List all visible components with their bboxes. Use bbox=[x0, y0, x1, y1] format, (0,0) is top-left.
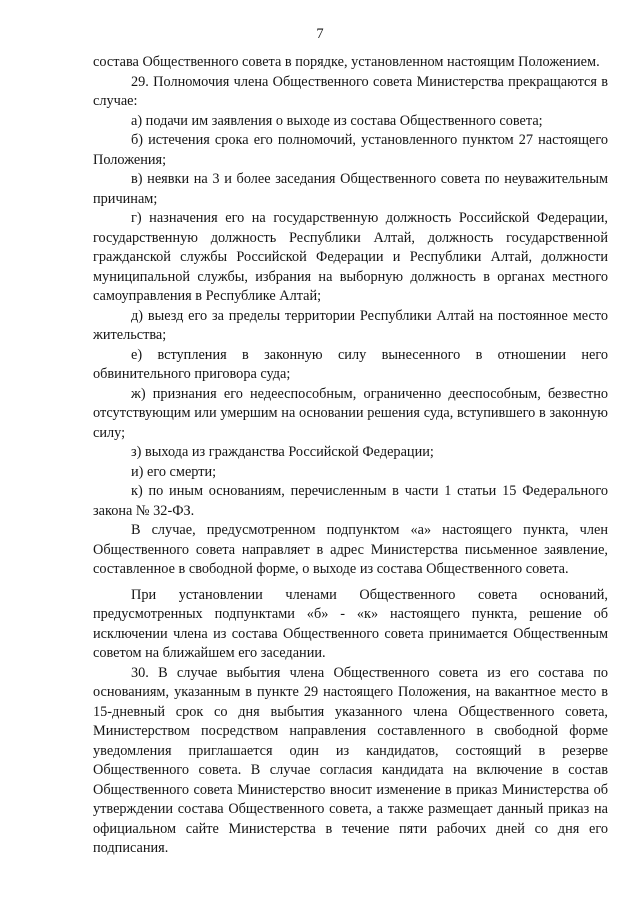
paragraph: е) вступления в законную силу вынесенного в отношении него обвинительного приговора суда; bbox=[93, 346, 608, 382]
paragraph: В случае, предусмотренном подпунктом «а» настоящего пункта, член Общественного совета направляет в адрес Министерства письменное заявление, составленное в свободной форме, о выходе из состава Общественного совета. bbox=[93, 522, 608, 577]
paragraph: г) назначения его на государственную должность Российской Федерации, государственную должность Республики Алтай, должность государственной гражданской службы Российской Федерации и Республики Алтай, должности муниципальной службы, избрания на выборную должность в органах местного самоуправления в Республике Алтай; bbox=[93, 210, 608, 304]
page-number: 7 bbox=[316, 26, 324, 42]
paragraph: состава Общественного совета в порядке, установленном настоящим Положением. bbox=[93, 54, 600, 70]
paragraph: з) выхода из гражданства Российской Федерации; bbox=[131, 444, 434, 460]
paragraph: д) выезд его за пределы территории Республики Алтай на постоянное место жительства; bbox=[93, 307, 608, 343]
paragraph: При установлении членами Общественного совета оснований, предусмотренных подпунктами «б» - «к» настоящего пункта, решение об исключении члена из состава Общественного совета принимается Общественным советом на ближайшем его заседании. bbox=[93, 586, 608, 661]
paragraph: 29. Полномочия члена Общественного совета Министерства прекращаются в случае: bbox=[93, 73, 608, 109]
paragraph: и) его смерти; bbox=[131, 463, 217, 480]
paragraph: к) по иным основаниям, перечисленным в части 1 статьи 15 Федерального закона № 32-ФЗ. bbox=[93, 483, 608, 519]
paragraph: а) подачи им заявления о выходе из состава Общественного совета; bbox=[131, 112, 543, 129]
document-body bbox=[93, 53, 608, 859]
paragraph: б) истечения срока его полномочий, установленного пунктом 27 настоящего Положения; bbox=[93, 132, 608, 168]
paragraph: в) неявки на 3 и более заседания Общественного совета по неуважительным причинам; bbox=[93, 171, 608, 207]
paragraph: ж) признания его недееспособным, ограниченно дееспособным, безвестно отсутствующим или умершим на основании решения суда, вступившего в законную силу; bbox=[93, 385, 608, 441]
paragraph: 30. В случае выбытия члена Общественного совета из его состава по основаниям, указанным в пункте 29 настоящего Положения, на вакантное место в 15-дневный срок со дня выбытия указанного члена Общественного совета, Министерством посредством направления составленного в свободной форме уведомления приглашается один из кандидатов, состоящий в резерве Общественного совета. В случае согласия кандидата на включение в состав Общественного совета Министерство вносит изменение в приказ Министерства об утверждении состава Общественного совета, а также размещает данный приказ на официальном сайте Министерства в течение пяти рабочих дней со дня его подписания. bbox=[93, 664, 608, 856]
